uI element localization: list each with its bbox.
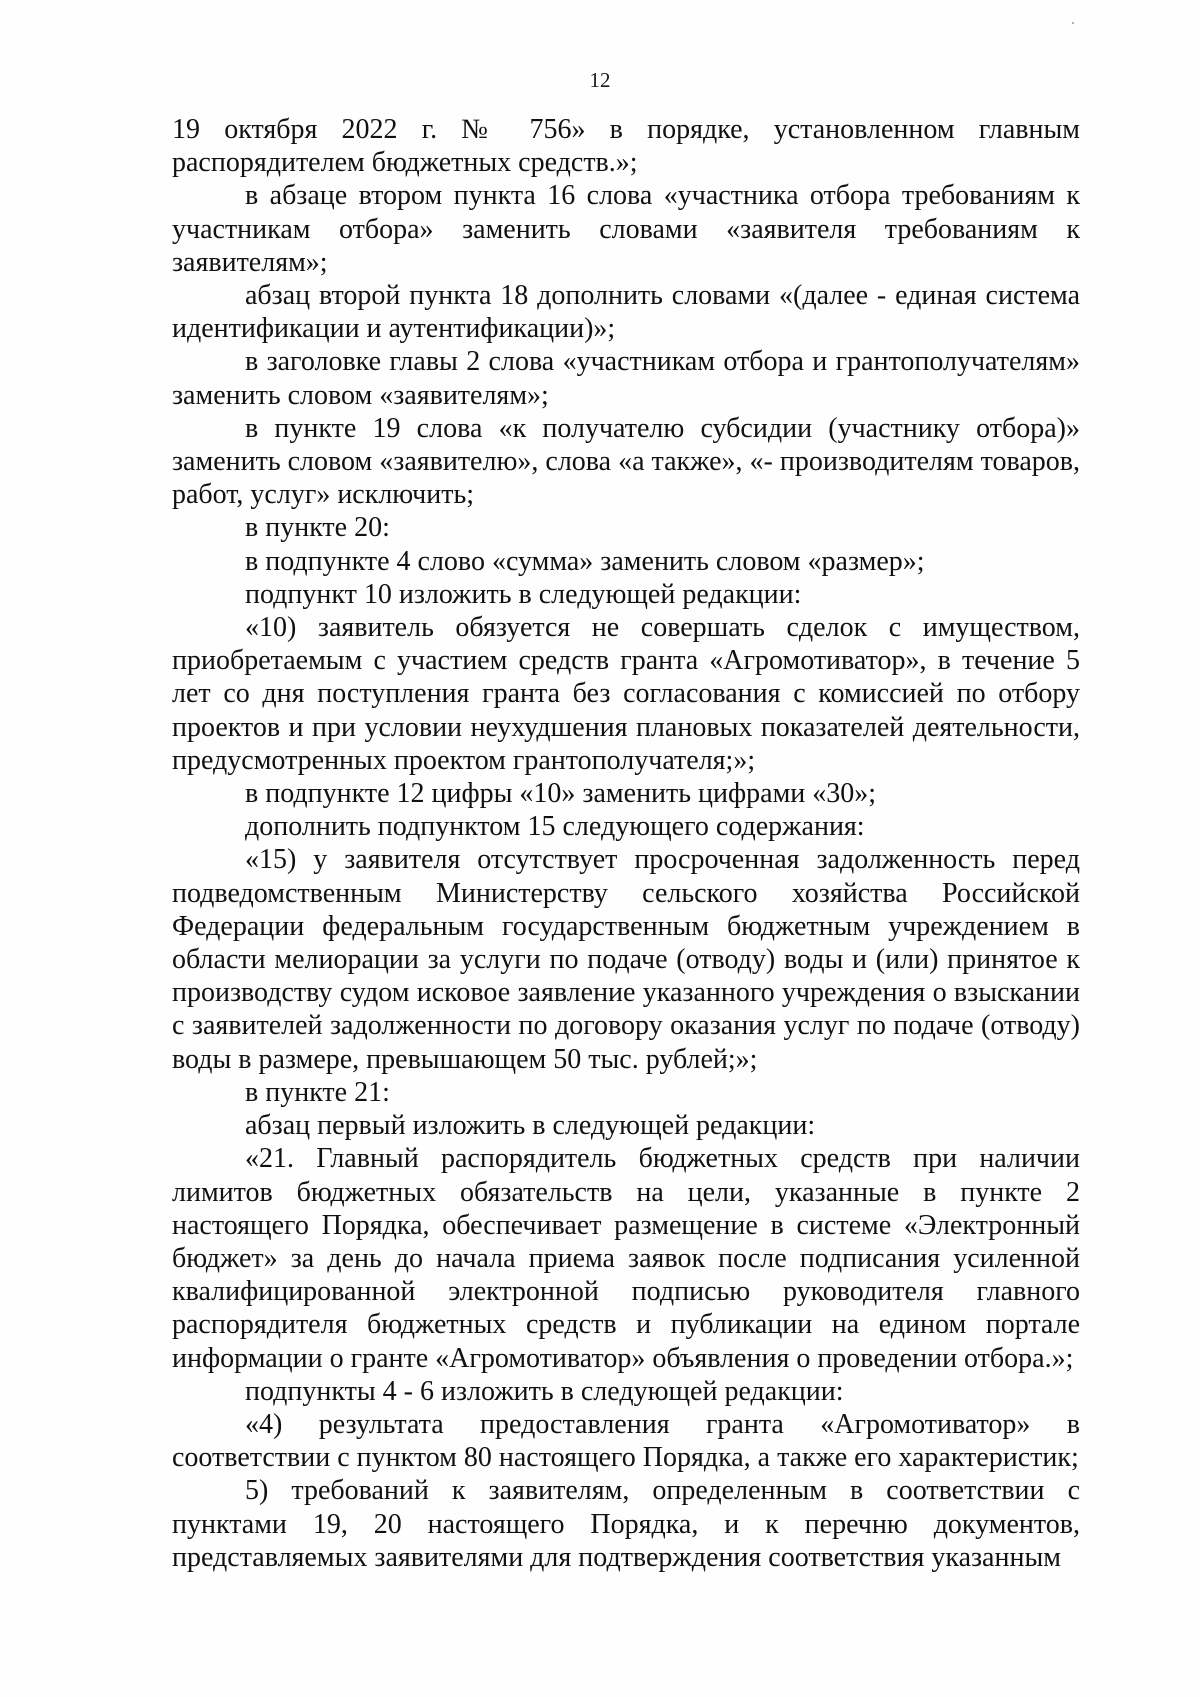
paragraph: «10) заявитель обязуется не совершать сделок с имуществом, приобретаемым с участием средств гранта «Агромотиватор», в течение 5 лет со дня поступления гранта без согласования с комиссией по отбору проектов и при условии неухудшения плановых показателей деятельности, предусмотренных проектом грантополучателя;»; — [172, 612, 1080, 776]
paragraph: в абзаце втором пункта 16 слова «участника отбора требованиям к участникам отбора» заменить словами «заявителя требованиям к заявителям»; — [172, 180, 1080, 278]
paragraph: в подпункте 12 цифры «10» заменить цифрами «30»; — [245, 778, 877, 810]
document-body — [172, 113, 1080, 1574]
paragraph-continuation: 19 октября 2022 г. № 756» в порядке, установленном главным распорядителем бюджетных средств.»; — [172, 114, 1080, 179]
paragraph: абзац первый изложить в следующей редакции: — [245, 1110, 816, 1142]
paragraph: 5) требований к заявителям, определенным в соответствии с пунктами 19, 20 настоящего Порядка, и к перечню документов, представляемых заявителями для подтверждения соответствия указанным — [172, 1475, 1080, 1573]
paragraph: абзац второй пункта 18 дополнить словами «(далее - единая система идентификации и аутентификации)»; — [172, 280, 1080, 345]
paragraph: «4) результата предоставления гранта «Агромотиватор» в соответствии с пунктом 80 настоящего Порядка, а также его характеристик; — [172, 1408, 1080, 1474]
paragraph: «15) у заявителя отсутствует просроченная задолженность перед подведомственным Министерству сельского хозяйства Российской Федерации федеральным государственным бюджетным учреждением в области мелиорации за услуги по подаче (отводу) воды и (или) принятое к производству судом исковое заявление указанного учреждения о взыскании с заявителей задолженности по договору оказания услуг по подаче (отводу) воды в размере, превышающем 50 тыс. рублей;»; — [172, 844, 1080, 1075]
paragraph: в пункте 20: — [245, 512, 390, 544]
paragraph: в пункте 19 слова «к получателю субсидии (участнику отбора)» заменить словом «заявителю», слова «а также», «- производителям товаров, работ, услуг» исключить; — [172, 412, 1080, 511]
paragraph: подпункты 4 - 6 изложить в следующей редакции: — [245, 1375, 844, 1407]
paragraph: дополнить подпунктом 15 следующего содержания: — [245, 811, 865, 843]
paragraph: в подпункте 4 слово «сумма» заменить словом «размер»; — [245, 545, 925, 577]
paragraph: в заголовке главы 2 слова «участникам отбора и грантополучателям» заменить словом «заявителям»; — [172, 346, 1080, 411]
page-number: 12 — [589, 68, 611, 92]
scan-speck — [1072, 22, 1074, 24]
paragraph: в пункте 21: — [245, 1076, 390, 1108]
paragraph: «21. Главный распорядитель бюджетных средств при наличии лимитов бюджетных обязательств на цели, указанные в пункте 2 настоящего Порядка, обеспечивает размещение в системе «Электронный бюджет» за день до начала приема заявок после подписания усиленной квалифицированной электронной подписью руководителя главного распорядителя бюджетных средств и публикации на едином портале информации о гранте «Агромотиватор» объявления о проведении отбора.»; — [172, 1143, 1080, 1374]
paragraph: подпункт 10 изложить в следующей редакции: — [245, 578, 802, 610]
